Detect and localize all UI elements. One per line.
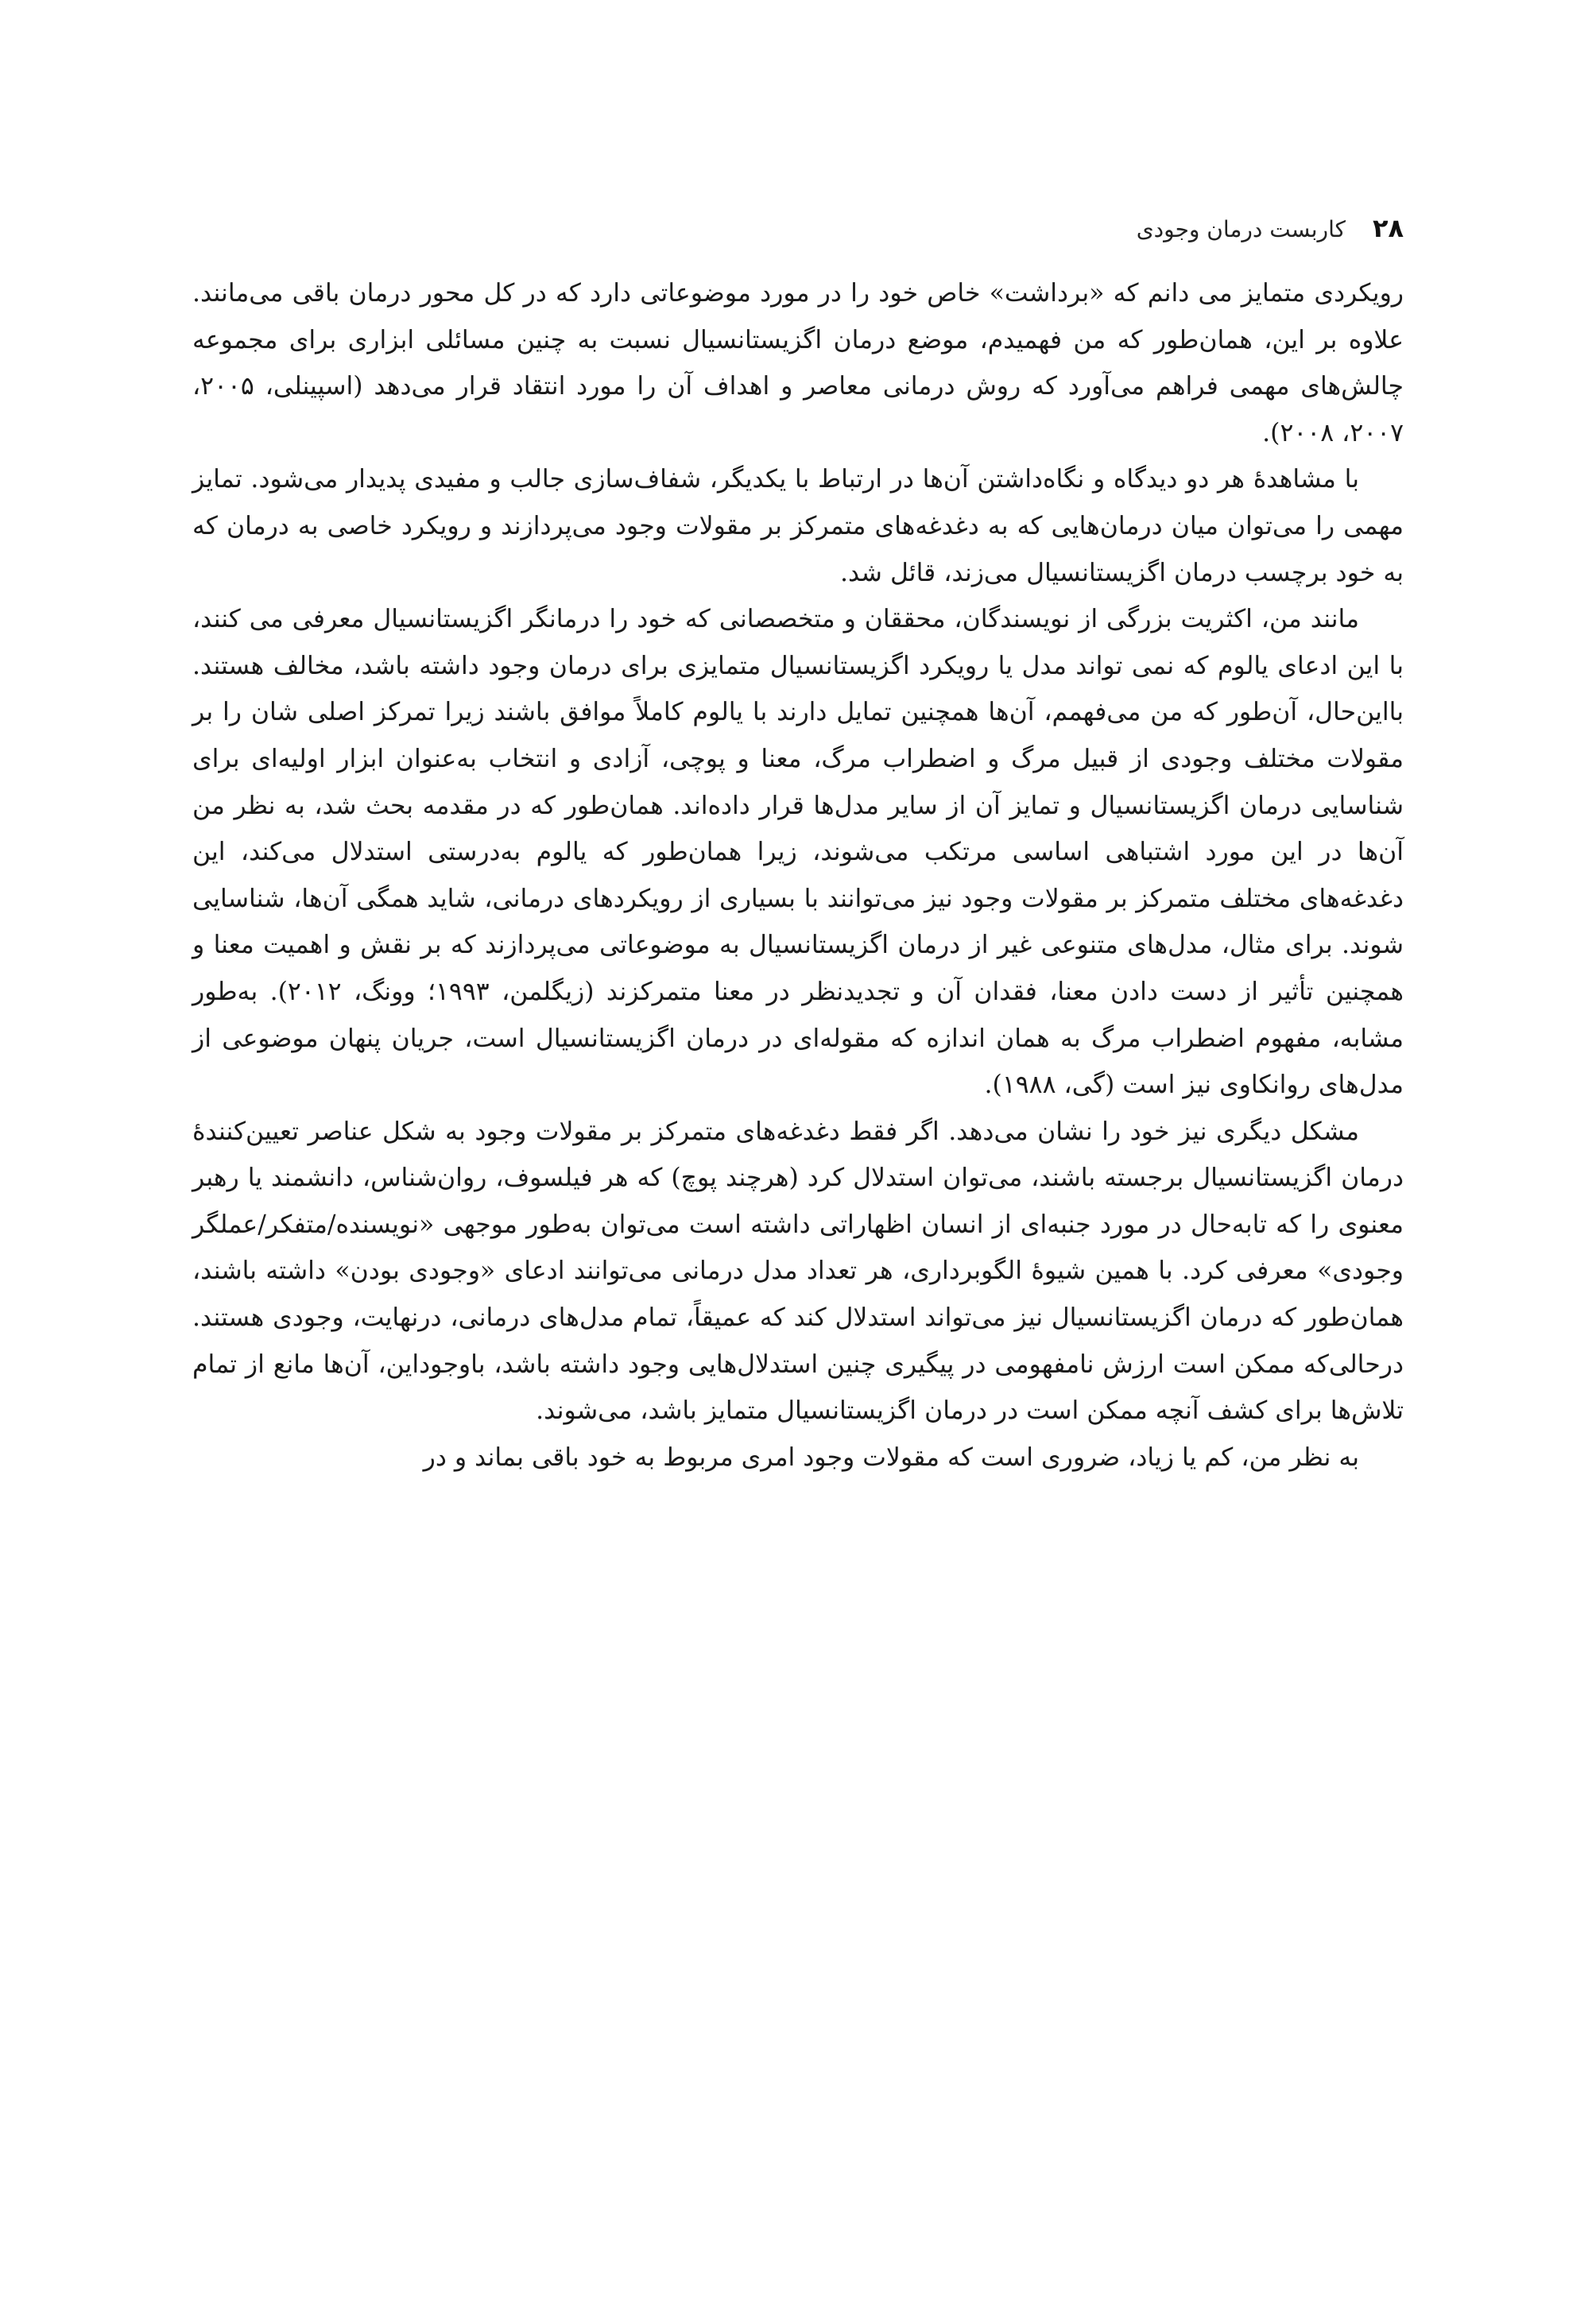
paragraph-5: به نظر من، کم یا زیاد، ضروری است که مقولات وجود امری مربوط به خود باقی بماند و در (423, 1442, 1359, 1472)
paragraph-3: مانند من، اکثریت بزرگی از نویسندگان، محققان و متخصصانی که خود را درمانگر اگزیستانسیال معرفی می کنند، با این ادعای یالوم که نمی تواند مدل یا رویکرد اگزیستانسیال متمایزی برای درمان وجود داشته باشد، مخالف هستند. بااین‌حال، آن‌طور که من می‌فهمم، آن‌ها همچنین تمایل دارند با یالوم کاملاً موافق باشند زیرا تمرکز اصلی شان را بر مقولات مختلف وجودی از قبیل مرگ و اضطراب مرگ، معنا و پوچی، آزادی و انتخاب به‌عنوان ابزار اولیه‌ای برای شناسایی درمان اگزیستانسیال و تمایز آن از سایر مدل‌ها قرار داده‌اند. همان‌طور که در مقدمه بحث شد، به نظر من آن‌ها در این مورد اشتباهی اساسی مرتکب می‌شوند، زیرا همان‌طور که یالوم به‌درستی استدلال می‌کند، این دغدغه‌های مختلف متمرکز بر مقولات وجود نیز می‌توانند با بسیاری از رویکردهای درمانی، شاید همگی آن‌ها، شناسایی شوند. برای مثال، مدل‌های متنوعی غیر از درمان اگزیستانسیال به موضوعاتی می‌پردازند که بر نقش و اهمیت معنا و همچنین تأثیر از دست دادن معنا، فقدان آن و تجدیدنظر در معنا متمرکزند (زیگلمن، ۱۹۹۳؛ وونگ، ۲۰۱۲). به‌طور مشابه، مفهوم اضطراب مرگ به همان اندازه که مقوله‌ای در درمان اگزیستانسیال است، جریان پنهان موضوعی از مدل‌های روانکاوی نیز است (گی، ۱۹۸۸). (192, 605, 1404, 1100)
paragraph-2: با مشاهدهٔ هر دو دیدگاه و نگاه‌داشتن آن‌ها در ارتباط با یکدیگر، شفاف‌سازی جالب و مفیدی پدیدار می‌شود. تمایز مهمی را می‌توان میان درمان‌هایی که به دغدغه‌های متمرکز بر مقولات وجود می‌پردازند و رویکرد خاصی به درمان که به خود برچسب درمان اگزیستانسیال می‌زند، قائل شد. (192, 465, 1404, 587)
page-number: ۲۸ (1372, 213, 1404, 243)
running-title: کاربست درمان وجودی (1136, 216, 1346, 242)
running-header (1137, 213, 1404, 243)
body-text (192, 270, 1404, 1481)
paragraph-4: مشکل دیگری نیز خود را نشان می‌دهد. اگر فقط دغدغه‌های متمرکز بر مقولات وجود به شکل عناصر تعیین‌کنندهٔ درمان اگزیستانسیال برجسته باشند، می‌توان استدلال کرد (هرچند پوچ) که هر فیلسوف، روان‌شناس، دانشمند یا رهبر معنوی را که تابه‌حال در مورد جنبه‌ای از انسان اظهاراتی داشته است می‌توان به‌طور موجهی «نویسنده/متفکر/عملگر وجودی» معرفی کرد. با همین شیوهٔ الگوبرداری، هر تعداد مدل درمانی می‌توانند ادعای «وجودی بودن» داشته باشند، همان‌طور که درمان اگزیستانسیال نیز می‌تواند استدلال کند که عمیقاً، تمام مدل‌های درمانی، درنهایت، وجودی هستند. درحالی‌که ممکن است ارزش نامفهومی در پیگیری چنین استدلال‌هایی وجود داشته باشد، باوجوداین، آن‌ها مانع از تمام تلاش‌ها برای کشف آنچه ممکن است در درمان اگزیستانسیال متمایز باشد، می‌شوند. (192, 1117, 1404, 1426)
paragraph-1: رویکردی متمایز می دانم که «برداشت» خاص خود را در مورد موضوعاتی دارد که در کل محور درمان باقی می‌مانند. علاوه بر این، همان‌طور که من فهمیدم، موضع درمان اگزیستانسیال نسبت به چنین مسائلی ابزاری برای مجموعه چالش‌های مهمی فراهم می‌آورد که روش درمانی معاصر و اهداف آن را مورد انتقاد قرار می‌دهد (اسپینلی، ۲۰۰۵، ۲۰۰۷، ۲۰۰۸). (192, 279, 1404, 447)
